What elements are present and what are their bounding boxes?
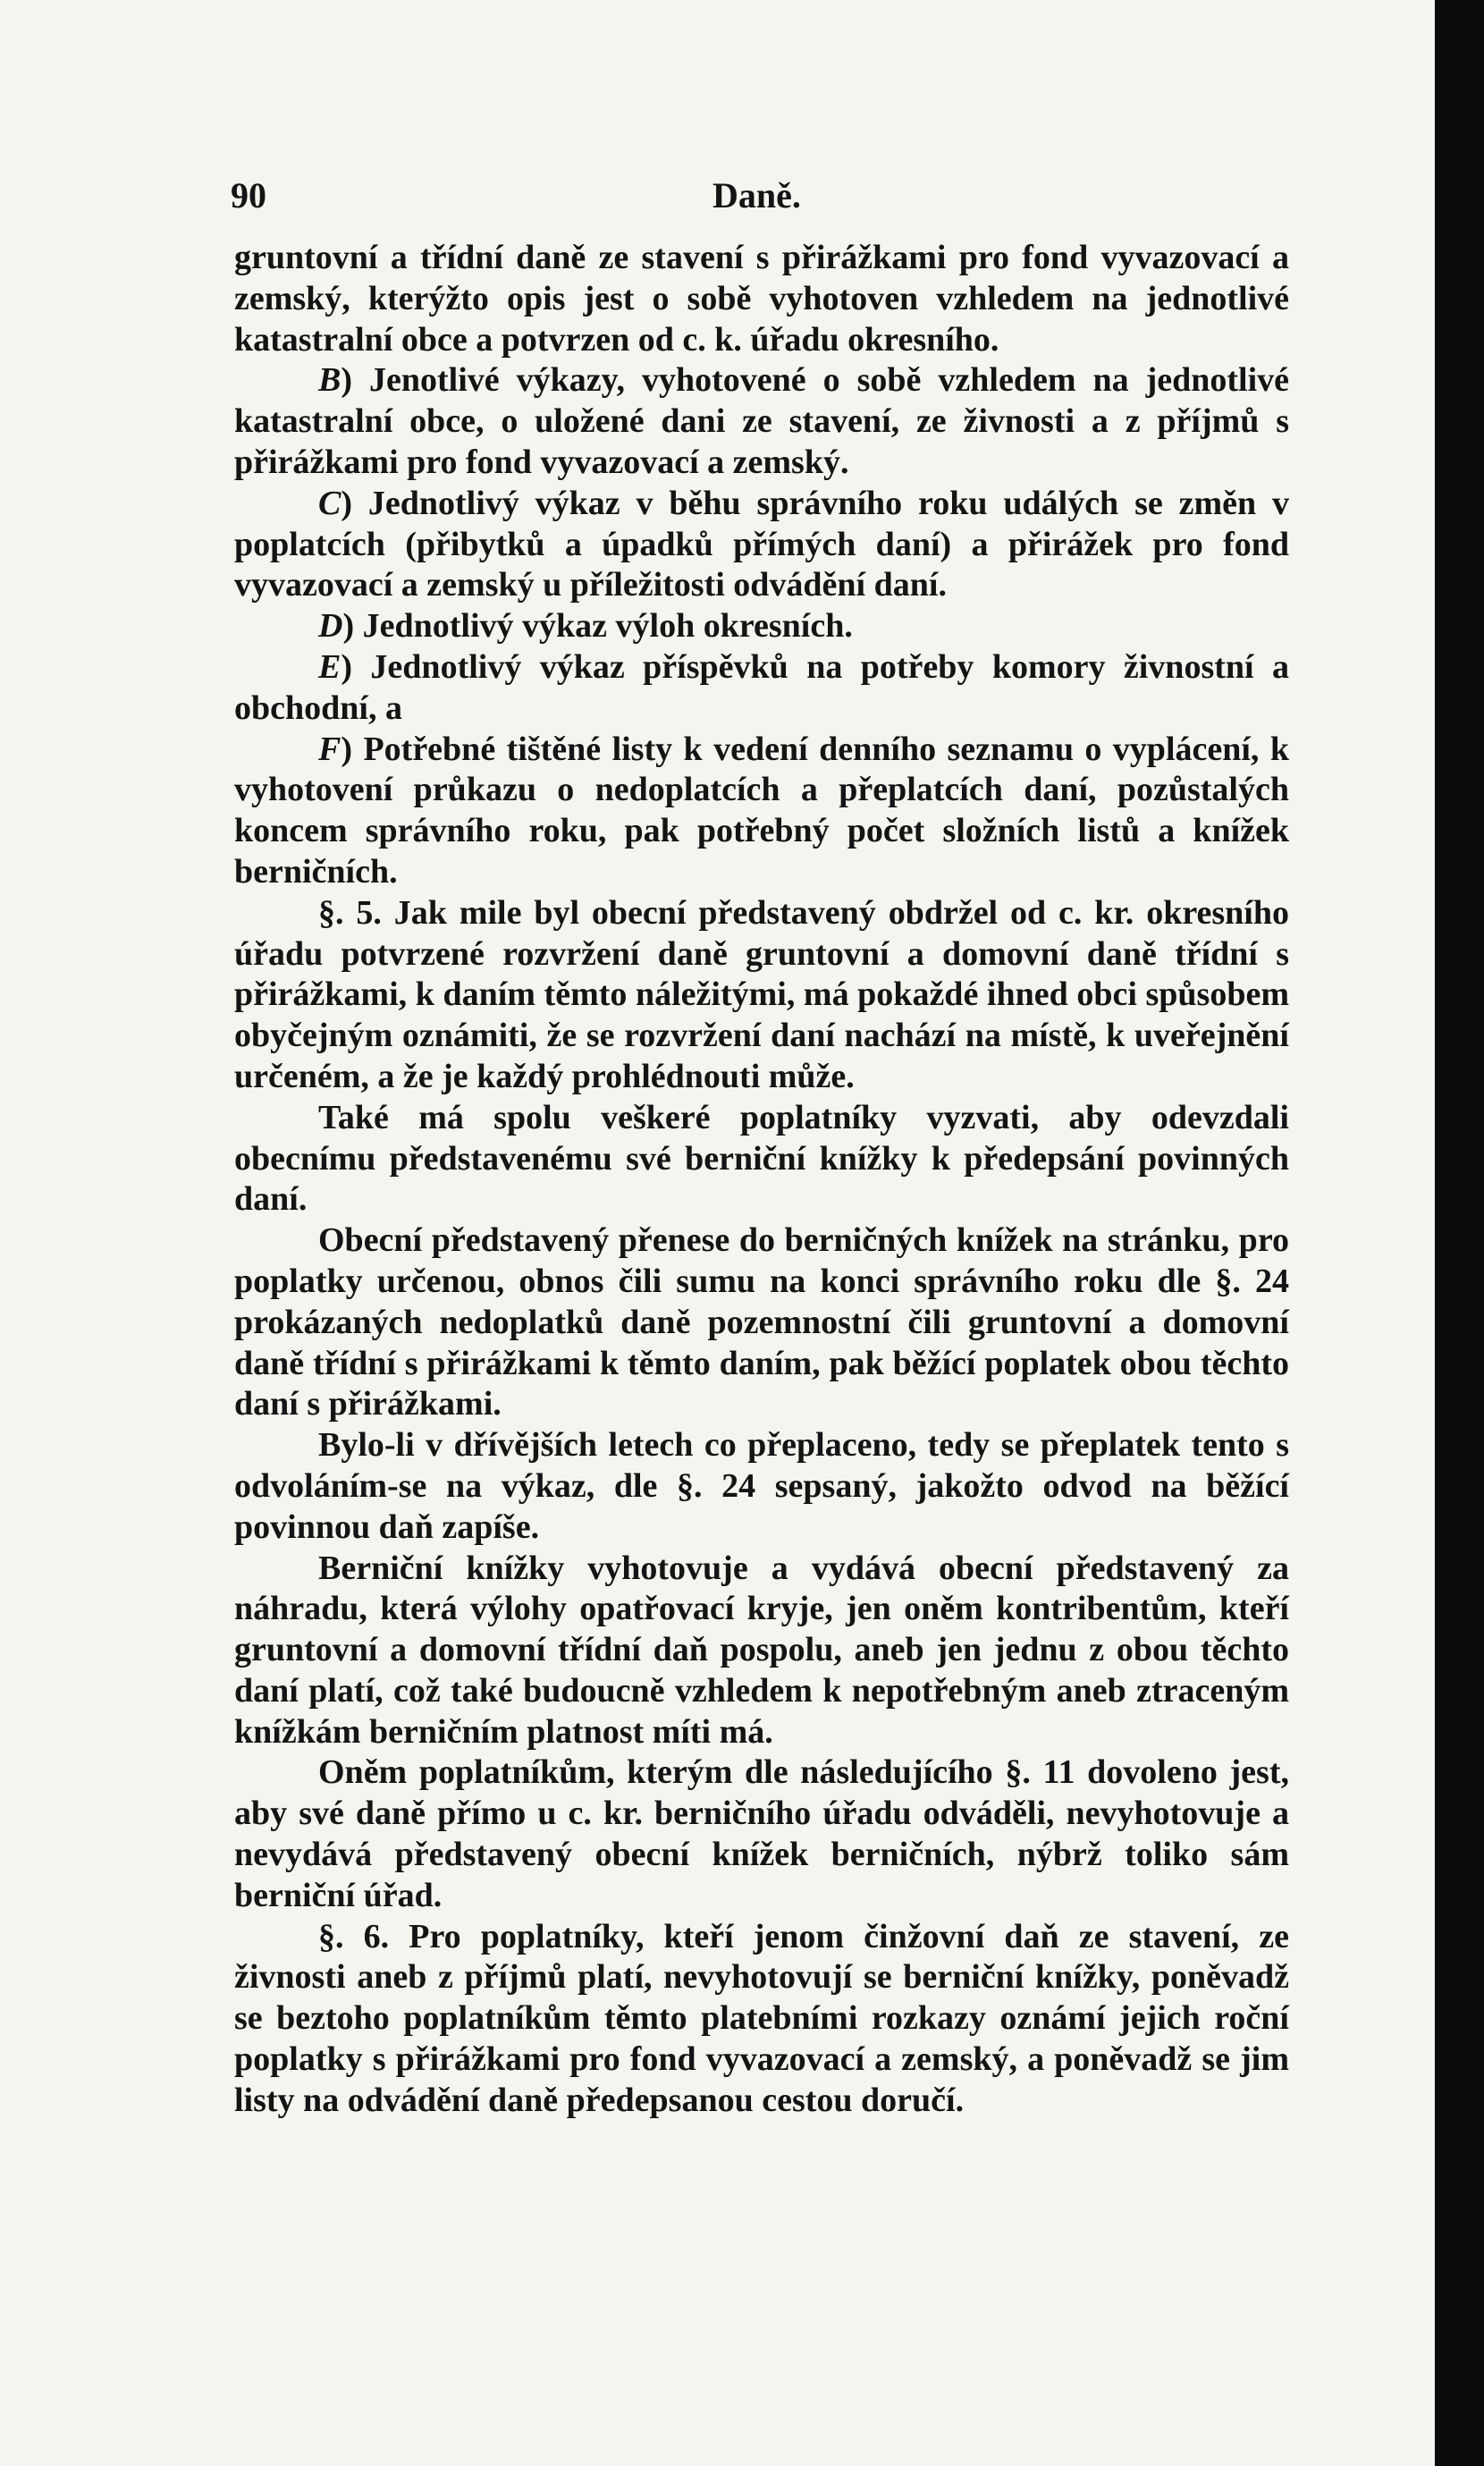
item-letter-e: E — [318, 647, 341, 686]
paragraph: Obecní představený přenese do berničných knížek na stránku, pro poplatky určenou, obnos čili sumu na konci správního roku dle §. 24 prokázaných nedoplatků daně pozemnostní čili gruntovní a domovní daně třídní s přirážkami k těmto daním, pak běžící poplatek obou těchto daní s přirážkami. — [234, 1221, 1289, 1423]
scan-edge-shadow — [1435, 0, 1484, 2466]
paragraph-item-d: D) Jednotlivý výkaz výloh okresních. — [318, 607, 853, 646]
paragraph: Oněm poplatníkům, kterým dle následujícího §. 11 dovoleno jest, aby své daně přímo u c. kr. berničního úřadu odváděli, nevyhotovuje a nevydává představený obecní knížek berničních, nýbrž toliko sám berniční úřad. — [234, 1753, 1289, 1914]
paragraph: Berniční knížky vyhotovuje a vydává obecní představený za náhradu, která výlohy opatřovací kryje, jen oněm kontribentům, kteří gruntovní a domovní třídní daň pospolu, aneb jen jednu z obou těchto daní platí, což také budoucně vzhledem k nepotřebným aneb ztraceným knížkám berničním platnost míti má. — [234, 1549, 1289, 1751]
paragraph-item-c: C) Jednotlivý výkaz v běhu správního roku událých se změn v poplatcích (přibytků a úpadků přímých daní) a přirážek pro fond vyvazovací a zemský u příležitosti odvádění daní. — [234, 484, 1289, 604]
item-letter-c: C — [318, 484, 341, 522]
page-number: 90 — [231, 175, 266, 215]
paragraph-continuation: gruntovní a třídní daně ze stavení s přirážkami pro fond vyvazovací a zemský, kterýžto opis jest o sobě vyhotoven vzhledem na jednotlivé katastralní obce a potvrzen od c. k. úřadu okresního. — [234, 239, 1289, 359]
page-text-block — [231, 170, 1289, 2122]
paragraph-section-6: §. 6. Pro poplatníky, kteří jenom činžovní daň ze stavení, ze živnosti aneb z příjmů platí, nevyhotovují se berniční knížky, poněvadž se beztoho poplatníkům těmto platebními rozkazy oznámí jejich roční poplatky s přirážkami pro fond vyvazovací a zemský, a poněvadž se jim listy na odvádění daně předepsanou cestou doručí. — [234, 1917, 1289, 2119]
paragraph-item-e: E) Jednotlivý výkaz příspěvků na potřeby komory živnostní a obchodní, a — [234, 647, 1289, 727]
paragraph-item-b: B) Jenotlivé výkazy, vyhotovené o sobě vzhledem na jednotlivé katastralní obce, o uložené dani ze stavení, ze živnosti a z příjmů s přirážkami pro fond vyvazovací a zemský. — [234, 361, 1289, 481]
paragraph-item-f: F) Potřebné tištěné listy k vedení denního seznamu o vyplácení, k vyhotovení průkazu o nedoplatcích a přeplatcích daní, pozůstalých koncem správního roku, pak potřebný počet složních listů a knížek berničních. — [234, 730, 1289, 891]
paragraph-section-5: §. 5. Jak mile byl obecní představený obdržel od c. kr. okresního úřadu potvrzené rozvržení daně gruntovní a domovní daně třídní s přirážkami, k daním těmto náležitými, má pokaždé ihned obci spůsobem obyčejným oznámiti, že se rozvržení daní nachází na místě, k uveřejnění určeném, a že je každý prohlédnouti může. — [234, 893, 1289, 1095]
item-letter-d: D — [318, 607, 343, 646]
running-head-title: Daně. — [712, 175, 801, 215]
item-letter-f: F — [318, 730, 341, 768]
item-letter-b: B — [318, 361, 341, 400]
paragraph: Také má spolu veškeré poplatníky vyzvati, aby odevzdali obecnímu představenému své berniční knížky k předepsání povinných daní. — [234, 1098, 1289, 1219]
paragraph: Bylo-li v dřívějších letech co přeplaceno, tedy se přeplatek tento s odvoláním-se na výkaz, dle §. 24 sepsaný, jakožto odvod na běžící povinnou daň zapíše. — [234, 1426, 1289, 1546]
page-header — [231, 170, 1289, 238]
